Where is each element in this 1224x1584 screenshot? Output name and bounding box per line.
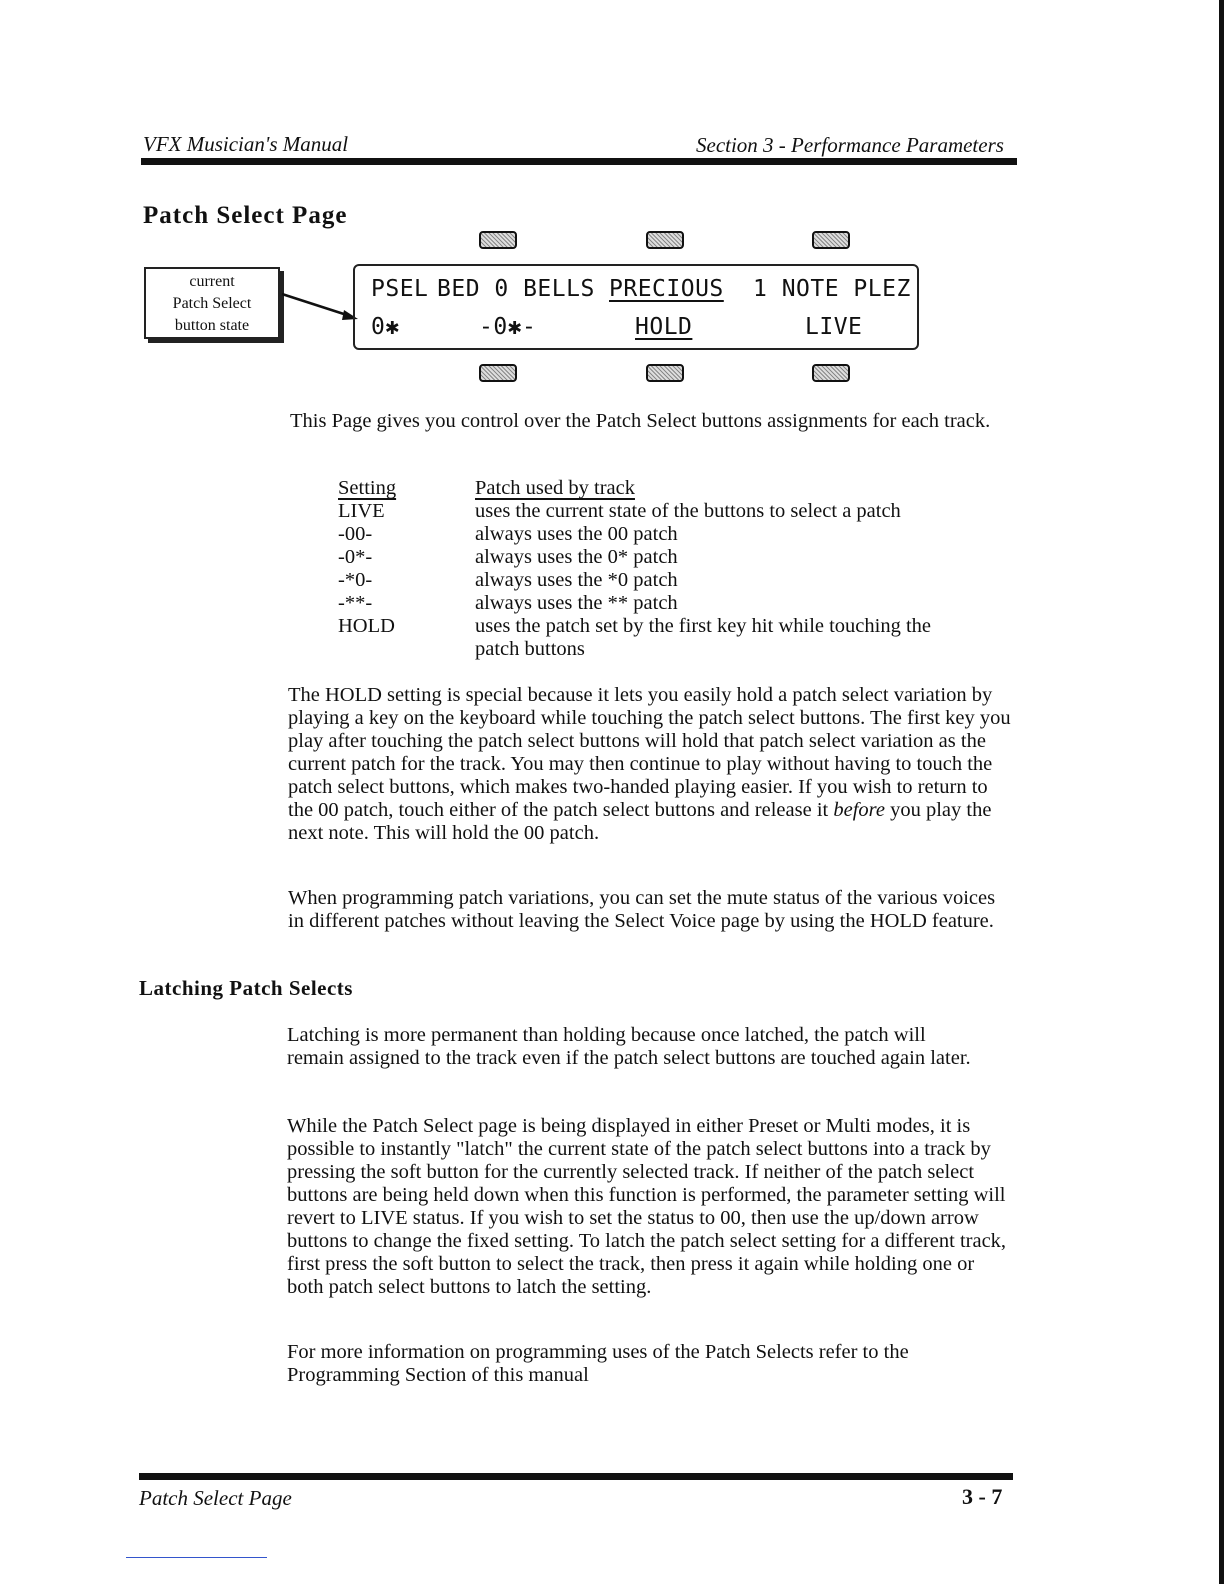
lcd-track-3-name: 1 NOTE PLEZ (753, 276, 911, 302)
setting-name: -**- (338, 592, 373, 614)
soft-button-bottom-3[interactable] (812, 364, 850, 382)
page-number: 3 - 7 (962, 1484, 1003, 1509)
latching-paragraph-3: For more information on programming uses of the Patch Selects refer to the Programming Section of this manual (287, 1341, 909, 1386)
hold-text-emphasis: before (833, 799, 885, 821)
lcd-button-state: 0✱ (371, 314, 400, 340)
table-row (338, 569, 975, 592)
setting-description: always uses the ** patch (475, 592, 678, 614)
setting-description: always uses the 0* patch (475, 546, 678, 568)
soft-button-bottom-2[interactable] (646, 364, 684, 382)
setting-description: always uses the 00 patch (475, 523, 678, 545)
soft-button-top-3[interactable] (812, 231, 850, 249)
table-row (338, 523, 975, 546)
latching-paragraph-1: Latching is more permanent than holding because once latched, the patch will remain assigned to the track even if the patch select buttons are touched again later. (287, 1024, 971, 1069)
callout-line-2: Patch Select (172, 295, 252, 312)
intro-paragraph: This Page gives you control over the Patch Select buttons assignments for each track. (290, 410, 991, 432)
lcd-track-2-setting: HOLD (635, 314, 693, 340)
table-row (338, 546, 975, 569)
lcd-psel: PSEL (371, 276, 429, 302)
setting-description: uses the current state of the buttons to select a patch (475, 500, 901, 522)
hold-text-before: The HOLD setting is special because it lets you easily hold a patch select variation by playing a key on the keyboard while touching the patch select buttons. The first key you play after touching the patch select buttons will hold that patch select variation as the current patch for the track. You may then continue to play without having to touch the patch select buttons, which makes two-handed playing easier. If you wish to return to the 00 patch, touch either of the patch select buttons and release it (288, 684, 1011, 821)
soft-button-top-1[interactable] (479, 231, 517, 249)
soft-button-top-2[interactable] (646, 231, 684, 249)
table-row (338, 592, 975, 615)
hold-paragraph (288, 684, 1014, 845)
footer-page-name: Patch Select Page (139, 1486, 292, 1510)
setting-name: HOLD (338, 615, 395, 637)
page-title: Patch Select Page (143, 202, 348, 229)
setting-name: LIVE (338, 500, 385, 522)
latching-heading: Latching Patch Selects (139, 976, 353, 1000)
table-header-patch-used: Patch used by track (475, 477, 635, 499)
programming-paragraph: When programming patch variations, you can set the mute status of the various voices in different patches without leaving the Select Voice page by using the HOLD feature. (288, 887, 996, 932)
lcd-track-1-name: BED 0 BELLS (437, 276, 595, 302)
table-row (338, 500, 975, 523)
lcd-track-1-setting: -0✱- (479, 314, 537, 340)
soft-button-bottom-1[interactable] (479, 364, 517, 382)
header-section-title: Section 3 - Performance Parameters (696, 133, 1004, 157)
setting-name: -00- (338, 523, 373, 545)
setting-name: -0*- (338, 546, 373, 568)
settings-table (338, 477, 975, 661)
page-edge-bar (1219, 0, 1224, 1584)
hold-text-after: you play the next note. This will hold the 00 patch. (288, 799, 992, 844)
header-manual-title: VFX Musician's Manual (143, 132, 349, 156)
footer-rule (139, 1473, 1013, 1480)
lcd-display (353, 264, 919, 350)
setting-description: always uses the *0 patch (475, 569, 678, 591)
setting-name: -*0- (338, 569, 373, 591)
callout-line-3: button state (174, 317, 250, 334)
latching-paragraph-2: While the Patch Select page is being displayed in either Preset or Multi modes, it is possible to instantly "latch" the current state of the patch select buttons into a track by pressing the soft button for the currently selected track. If neither of the patch select buttons are being held down when this function is performed, the parameter setting will revert to LIVE status. If you wish to set the status to 00, then use the up/down arrow buttons to change the fixed setting. To latch the patch select setting for a different track, first press the soft button to select the track, then press it again while holding one or both patch select buttons to latch the setting. (287, 1115, 1007, 1298)
lcd-track-2-name: PRECIOUS (609, 276, 724, 302)
bottom-rule (126, 1557, 267, 1558)
table-row (338, 615, 975, 661)
lcd-track-3-setting: LIVE (805, 314, 863, 340)
callout-box (144, 267, 280, 339)
table-header-setting: Setting (338, 477, 397, 499)
setting-description: uses the patch set by the first key hit while touching the patch buttons (475, 615, 932, 660)
table-header-row (338, 477, 975, 500)
header-rule (141, 158, 1017, 165)
callout-line-1: current (189, 273, 235, 290)
